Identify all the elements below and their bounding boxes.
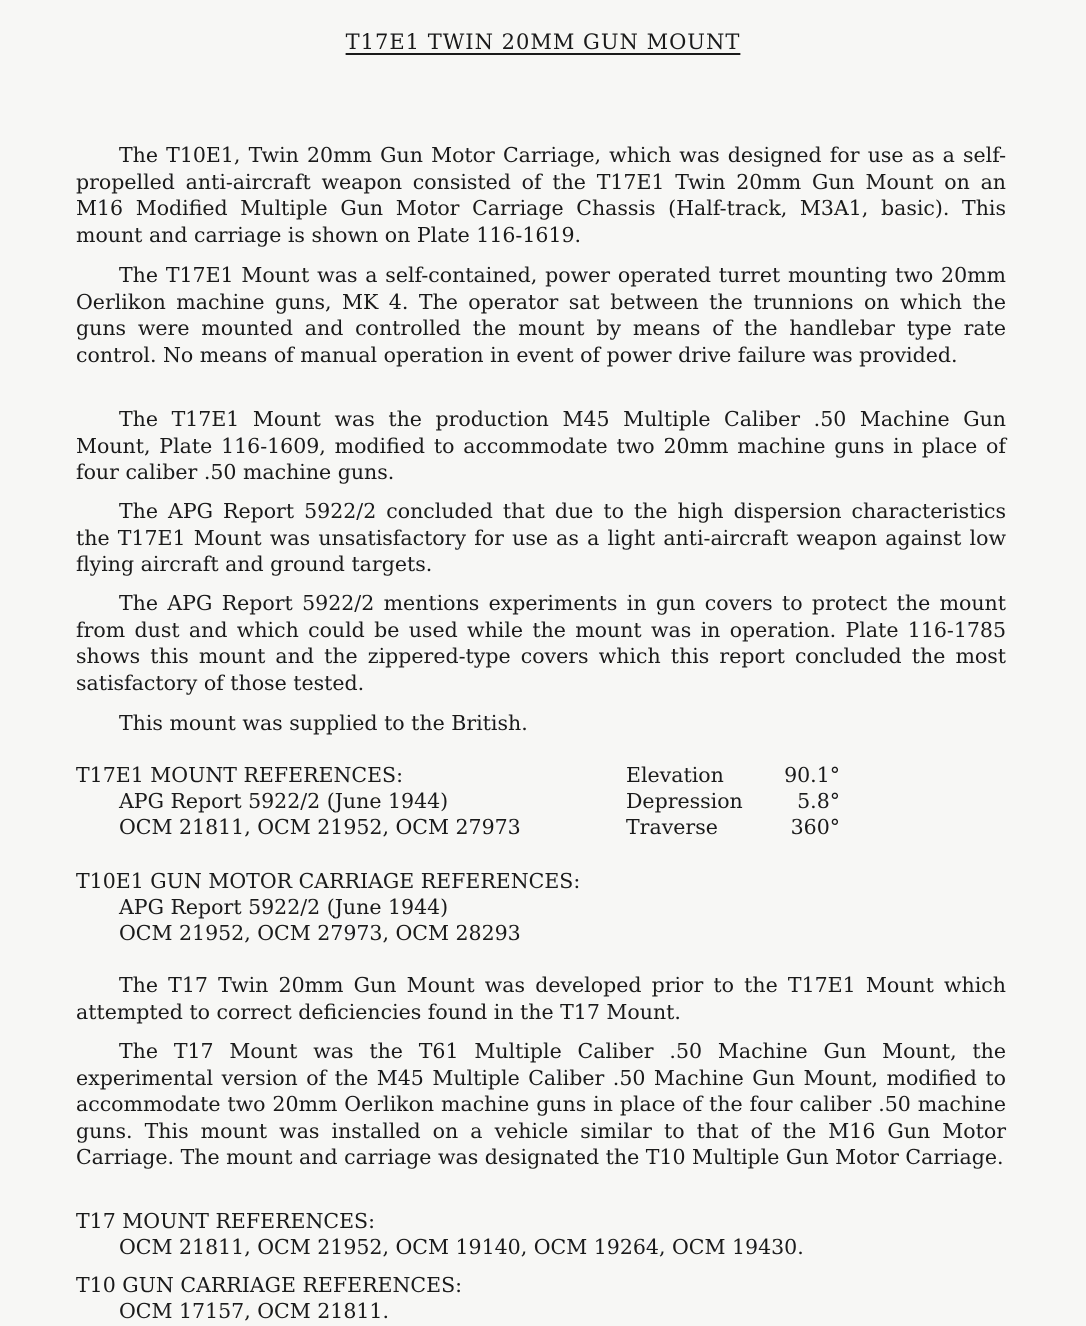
spec-label: Traverse <box>626 815 718 839</box>
t17e1-reference-line: OCM 21811, OCM 21952, OCM 27973 <box>119 815 521 839</box>
spec-value: 360° <box>790 815 840 839</box>
t10e1-references-heading: T10E1 GUN MOTOR CARRIAGE REFERENCES: <box>76 869 581 893</box>
paragraph-british-supply: This mount was supplied to the British. <box>119 711 528 735</box>
paragraph-t17-development: The T17 Twin 20mm Gun Mount was developed prior to the T17E1 Mount which attempted to correct deficiencies found in the T17 Mount. <box>76 973 1006 1024</box>
t10e1-reference-line: APG Report 5922/2 (June 1944) <box>119 895 449 919</box>
paragraph-apg-conclusion: The APG Report 5922/2 concluded that due to the high dispersion characteristics the T17E1 Mount was unsatisfactory for use as a light anti-aircraft weapon against low flying aircraft and ground targets. <box>76 499 1006 576</box>
spec-row-depression <box>626 788 840 814</box>
t17e1-references-heading: T17E1 MOUNT REFERENCES: <box>76 763 404 787</box>
t10-reference-line: OCM 17157, OCM 21811. <box>119 1299 389 1323</box>
t17e1-reference-line: APG Report 5922/2 (June 1944) <box>119 789 449 813</box>
mount-specifications <box>626 762 840 840</box>
page-title: T17E1 TWIN 20MM GUN MOUNT <box>345 30 741 54</box>
spec-value: 5.8° <box>797 789 840 813</box>
t10-references-heading: T10 GUN CARRIAGE REFERENCES: <box>76 1273 463 1297</box>
t10e1-reference-line: OCM 21952, OCM 27973, OCM 28293 <box>119 921 521 945</box>
t17-references-heading: T17 MOUNT REFERENCES: <box>76 1209 376 1233</box>
spec-row-traverse <box>626 814 840 840</box>
spec-label: Depression <box>626 789 743 813</box>
paragraph-t17e1-production: The T17E1 Mount was the production M45 Multiple Caliber .50 Machine Gun Mount, Plate 116-1609, modified to accommodate two 20mm machine guns in place of four caliber .50 machine guns. <box>76 407 1006 484</box>
paragraph-gun-covers: The APG Report 5922/2 mentions experiments in gun covers to protect the mount from dust and which could be used while the mount was in operation. Plate 116-1785 shows this mount and the zippered-type covers which this report concluded the most satisfactory of those tested. <box>76 591 1006 695</box>
paragraph-t10e1-intro: The T10E1, Twin 20mm Gun Motor Carriage, which was designed for use as a self-propelled anti-aircraft weapon consisted of the T17E1 Twin 20mm Gun Mount on an M16 Modified Multiple Gun Motor Carriage Chassis (Half-track, M3A1, basic). This mount and carriage is shown on Plate 116-1619. <box>76 143 1006 247</box>
spec-row-elevation <box>626 762 840 788</box>
t17-reference-line: OCM 21811, OCM 21952, OCM 19140, OCM 19264, OCM 19430. <box>119 1235 804 1259</box>
paragraph-t17e1-description: The T17E1 Mount was a self-contained, power operated turret mounting two 20mm Oerlikon machine guns, MK 4. The operator sat between the trunnions on which the guns were mounted and controlled the mount by means of the handlebar type rate control. No means of manual operation in event of power drive failure was provided. <box>76 263 1006 367</box>
spec-value: 90.1° <box>784 763 840 787</box>
paragraph-t17-description: The T17 Mount was the T61 Multiple Caliber .50 Machine Gun Mount, the experimental version of the M45 Multiple Caliber .50 Machine Gun Mount, modified to accommodate two 20mm Oerlikon machine guns in place of the four caliber .50 machine guns. This mount was installed on a vehicle similar to that of the M16 Gun Motor Carriage. The mount and carriage was designated the T10 Multiple Gun Motor Carriage. <box>76 1039 1006 1169</box>
spec-label: Elevation <box>626 763 724 787</box>
